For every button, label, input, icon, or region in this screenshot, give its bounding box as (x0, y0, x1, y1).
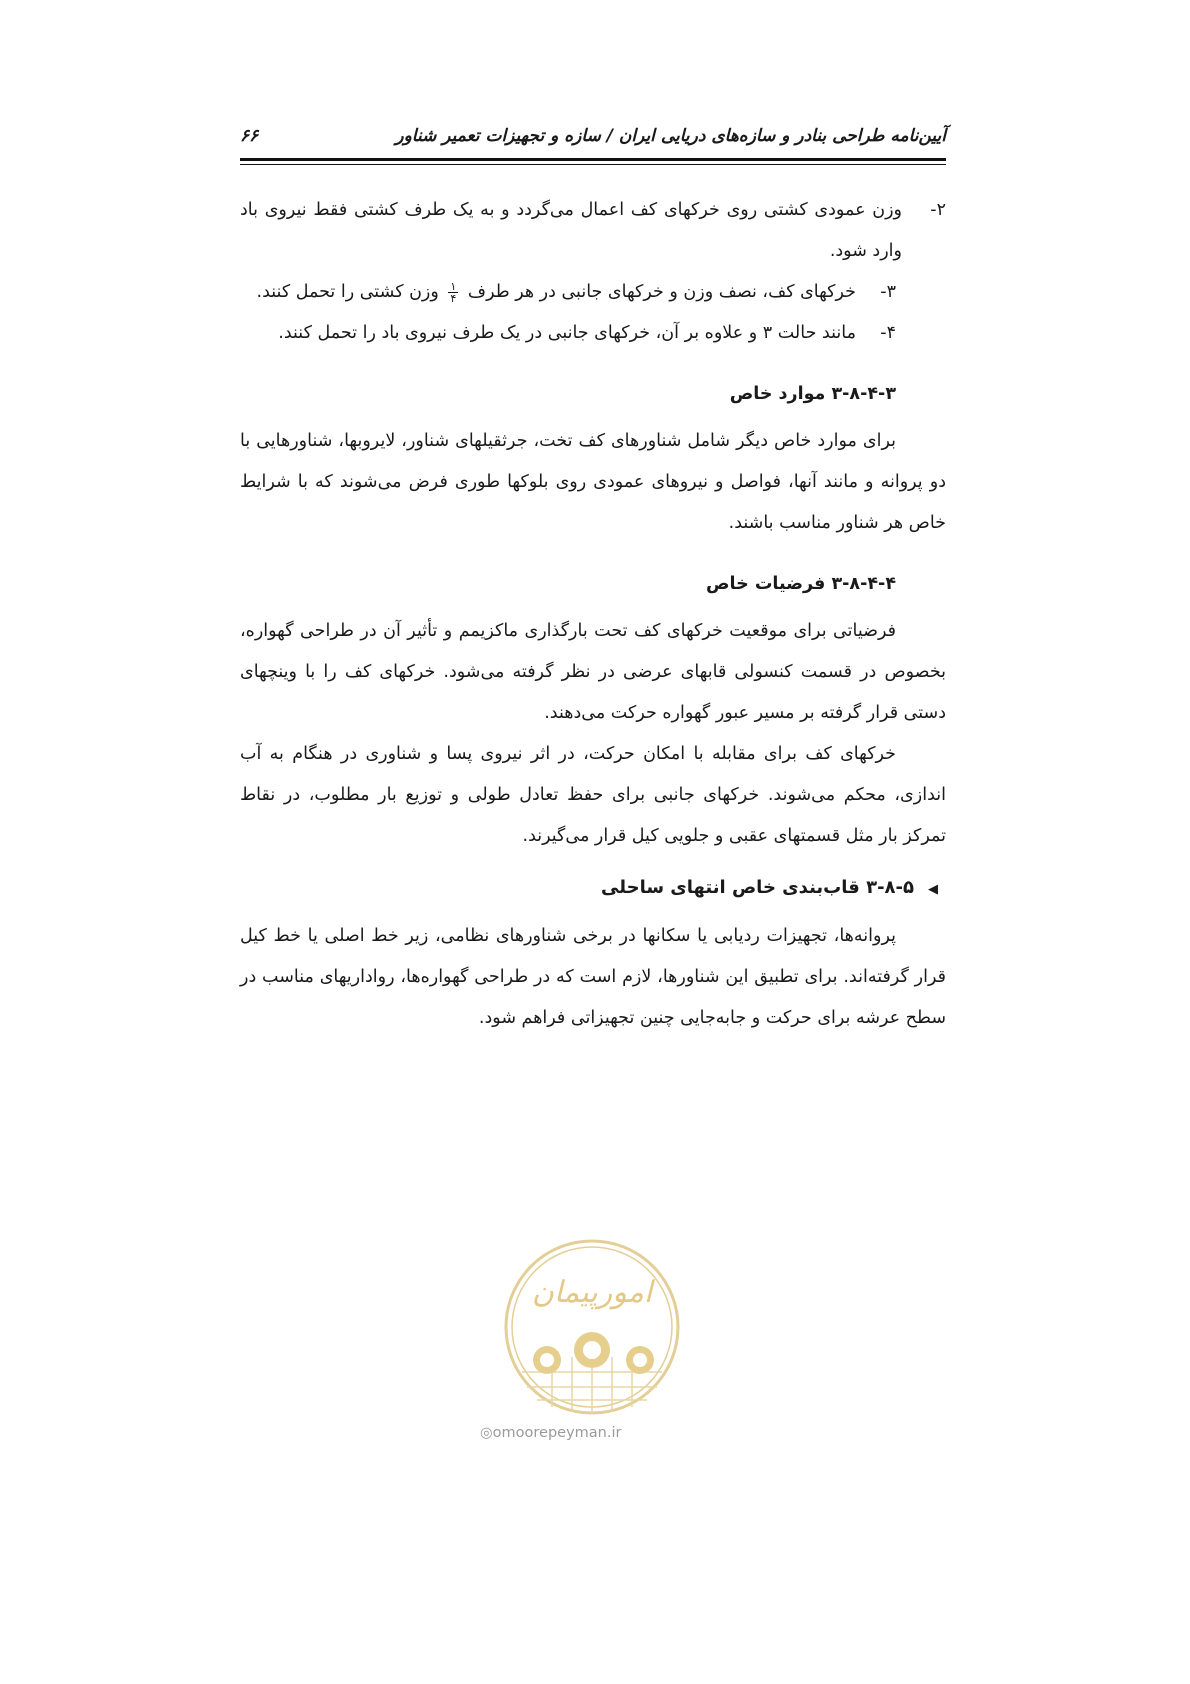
section-heading-main (240, 867, 946, 910)
paragraph: خرکهای کف برای مقابله با امکان حرکت، در اثر نیروی پسا و شناوری در هنگام به آب اندازی، محکم می‌شوند. خرکهای جانبی برای حفظ تعادل طولی و توزیع بار مطلوب، در نقاط تمرکز بار مثل قسمتهای عقبی و جلویی کیل قرار می‌گیرند. (240, 744, 946, 846)
list-item (240, 190, 946, 272)
section-heading-text: ۳-۸-۵ قاب‌بندی خاص انتهای ساحلی (601, 877, 914, 898)
list-number: ۳- (880, 282, 896, 302)
paragraph: پروانه‌ها، تجهیزات ردیابی یا سکانها در برخی شناورهای نظامی، زیر خط اصلی یا خط کیل قرار گرفته‌اند. برای تطبیق این شناورها، لازم است که در طراحی گهواره‌ها، رواداریهای مناسب در سطح عرشه برای حرکت و جابه‌جایی چنین تجهیزاتی فراهم شود. (240, 926, 946, 1028)
header-rule-thick (240, 158, 946, 161)
fraction-denominator: ۴ (450, 291, 457, 305)
watermark-logo (480, 1232, 692, 1447)
paragraph: برای موارد خاص دیگر شامل شناورهای کف تخت، جرثقیلهای شناور، لایروبها، شناورهایی با دو پروانه و مانند آنها، فواصل و نیروهای عمودی روی بلوکها طوری فرض می‌شوند که با شرایط خاص هر شناور مناسب باشند. (240, 431, 946, 533)
header-rule-thin (240, 164, 946, 165)
list-item (240, 313, 946, 354)
watermark-url-text: omoorepeyman.ir (492, 1425, 622, 1441)
list-text-before: خرکهای کف، نصف وزن و خرکهای جانبی در هر طرف (467, 282, 856, 302)
body-content (240, 190, 946, 1039)
paragraph: فرضیاتی برای موقعیت خرکهای کف تحت بارگذاری ماکزیمم و تأثیر آن در طراحی گهواره، بخصوص در قسمت کنسولی قابهای عرضی در نظر گرفته می‌شود. خرکهای کف را با وینچهای دستی قرار گرفته بر مسیر عبور گهواره حرکت می‌دهند. (240, 621, 946, 723)
fraction (448, 281, 458, 304)
list-item (240, 272, 946, 313)
page-number: ۶۶ (240, 126, 259, 146)
watermark-url (480, 1425, 621, 1441)
fraction-numerator: ۱ (450, 279, 457, 293)
at-icon: ◎ (480, 1425, 493, 1441)
section-heading: ۳-۸-۴-۴ فرضیات خاص (706, 574, 896, 594)
list-text: وزن عمودی کشتی روی خرکهای کف اعمال می‌گردد و به یک طرف کشتی فقط نیروی باد وارد شود. (240, 200, 902, 261)
watermark-logo-text: امورپیمان (531, 1275, 653, 1310)
list-text (240, 272, 856, 313)
section-heading: ۳-۸-۴-۳ موارد خاص (729, 384, 896, 404)
list-number: ۴- (880, 323, 896, 343)
list-text: مانند حالت ۳ و علاوه بر آن، خرکهای جانبی در یک طرف نیروی باد را تحمل کنند. (278, 323, 856, 343)
list-number: ۲- (930, 200, 946, 220)
page-header (240, 126, 946, 146)
list-text-after: وزن کشتی را تحمل کنند. (256, 282, 439, 302)
running-title: آیین‌نامه طراحی بنادر و سازه‌های دریایی ایران / سازه و تجهیزات تعمیر شناور (395, 126, 946, 146)
watermark-seal-icon (492, 1232, 692, 1422)
bullet-triangle-icon: ◀ (928, 882, 938, 897)
